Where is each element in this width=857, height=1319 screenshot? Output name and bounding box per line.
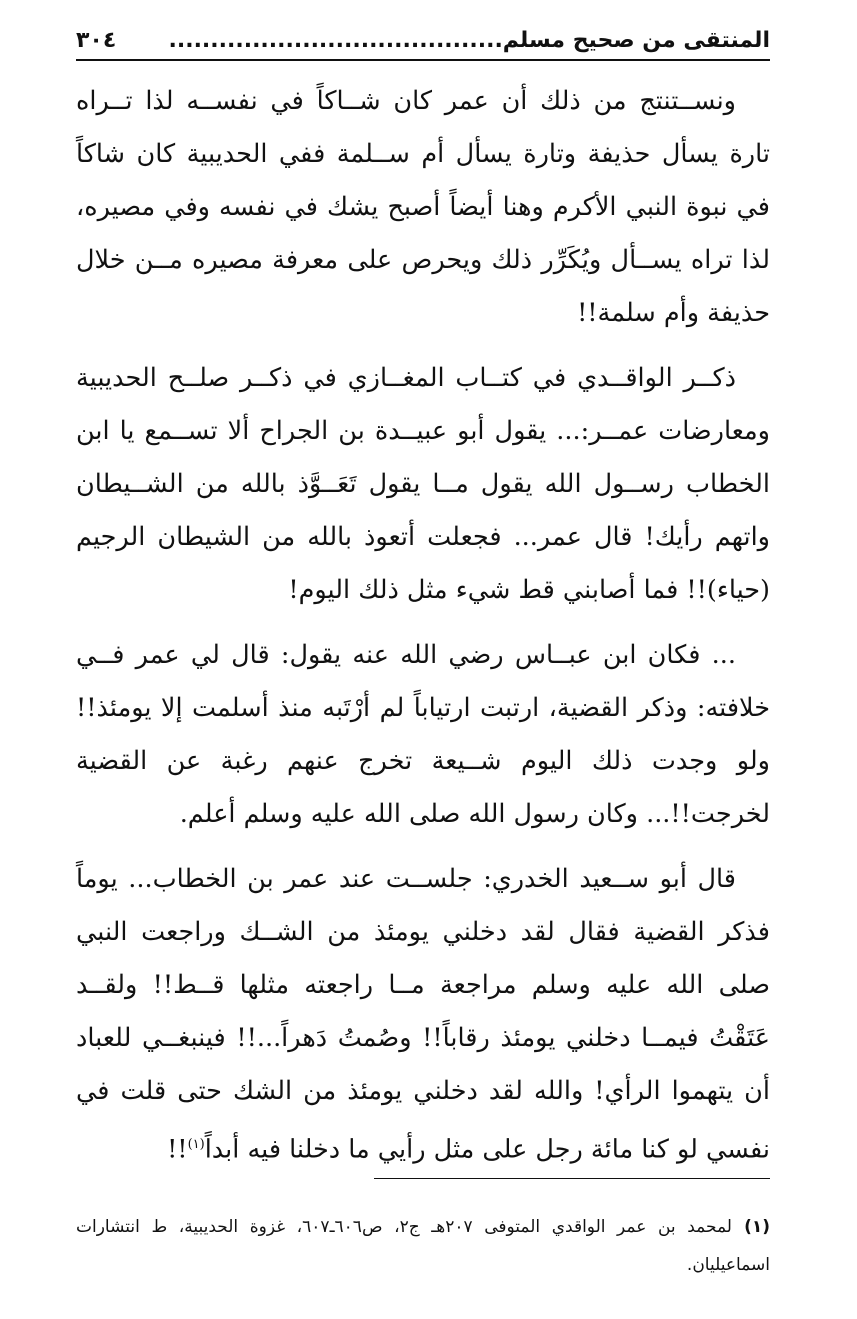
paragraph-3: ... فكان ابن عبــاس رضي الله عنه يقول: قال لي عمر فــي خلافته: وذكر القضية، ارتبت ارتياباً لم أرْتَبه منذ أسلمت إلا يومئذ!! ولو وجدت ذلك اليوم شــيعة تخرج عنهم رغبة عن القضية لخرجت!!... وكان رسول الله صلى الله عليه وسلم أعلم. [76,640,770,829]
footnote [76,1208,770,1284]
paragraph-1: ونســتنتج من ذلك أن عمر كان شــاكاً في نفســه لذا تــراه تارة يسأل حذيفة وتارة يسأل أم ســلمة ففي الحديبية كان شاكاً في نبوة النبي الأكرم وهنا أيضاً أصبح يشك في نفسه وفي مصيره، لذا تراه يســأل ويُكَرِّر ذلك ويحرص على معرفة مصيره مــن خلال حذيفة وأم سلمة!! [76,86,770,328]
running-header [76,28,770,61]
paragraph-4 [76,853,770,1177]
paragraph-4-text: قال أبو ســعيد الخدري: جلســت عند عمر بن الخطاب... يوماً فذكر القضية فقال لقد دخلني يومئذ من الشــك وراجعت النبي صلى الله عليه وسلم مراجعة مــا راجعته مثلها قــط!! ولقــد عَتَقْتُ فيمــا دخلني يومئذ رقاباً!! وصُمتُ دَهراً...!! فينبغــي للعباد أن يتهموا الرأي! والله لقد دخلني يومئذ من الشك حتى قلت في نفسي لو كنا مائة رجل على مثل رأيي ما دخلنا فيه أبداً [76,864,770,1165]
footnote-text: لمحمد بن عمر الواقدي المتوفى ٢٠٧هـ ج٢، ص٦٠٦ـ٦٠٧، غزوة الحديبية، ط انتشارات اسماعيليان. [76,1217,770,1275]
body-text [76,75,770,1177]
page-number: ٣٠٤ [76,28,117,53]
paragraph-2: ذكــر الواقــدي في كتــاب المغــازي في ذكــر صلــح الحديبية ومعارضات عمــر:... يقول أبو عبيــدة بن الجراح ألا تســمع يا ابن الخطاب رســول الله يقول مــا يقول تَعَــوَّذ بالله من الشــيطان واتهم رأيك! قال عمر... فجعلت أتعوذ بالله من الشيطان الرجيم (حياء)!! فما أصابني قط شيء مثل ذلك اليوم! [76,363,770,605]
footnote-marker: (١) [744,1217,771,1237]
header-dots: ........................................ [168,28,503,53]
footnote-divider [374,1178,770,1179]
paragraph-4-end: !! [167,1134,188,1165]
footnote-reference[interactable]: (١) [187,1137,205,1152]
book-title: المنتقى من صحيح مسلم [502,28,770,53]
page [76,28,771,1275]
